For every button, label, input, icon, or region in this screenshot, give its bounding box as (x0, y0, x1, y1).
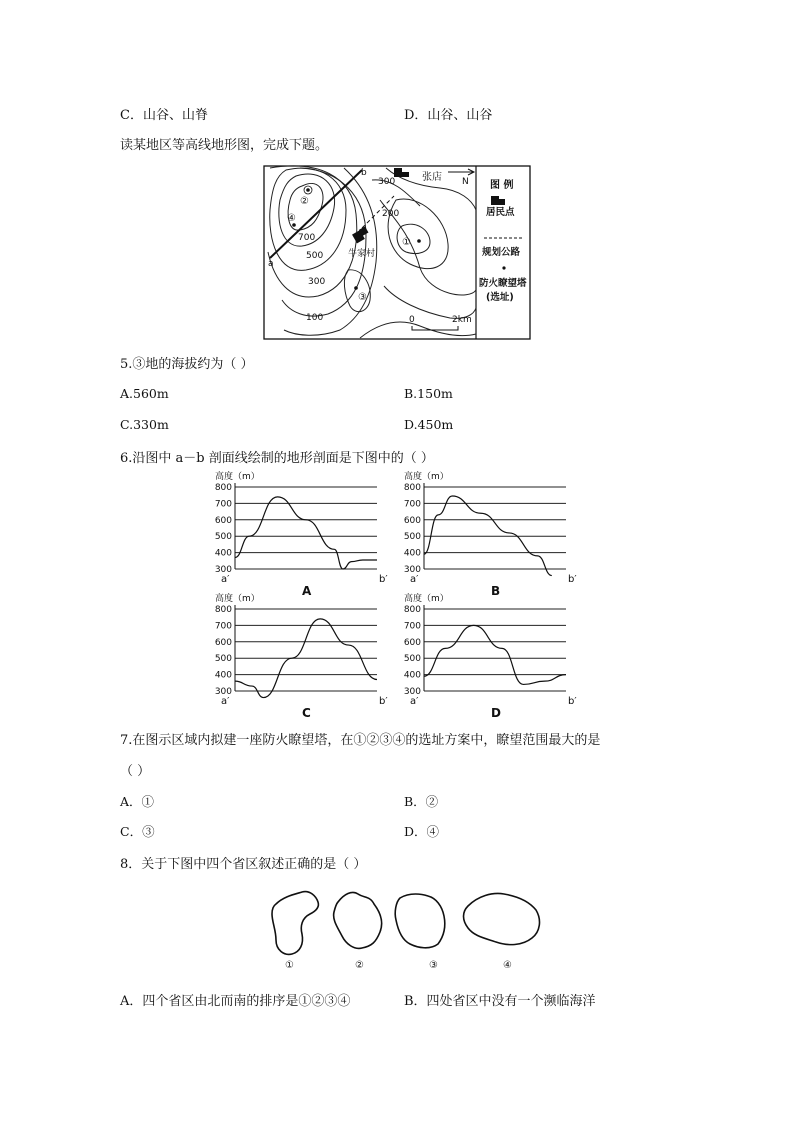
contour-label: 200 (382, 209, 400, 219)
province-label: ④ (503, 960, 512, 971)
intro-text: 读某地区等高线地形图，完成下题。 (120, 138, 329, 153)
label-north: N (462, 177, 469, 187)
contour-label: 300 (308, 277, 326, 287)
q7-bracket: （ ） (120, 764, 151, 779)
q8-option-a: A．四个省区由北而南的排序是①②③④ (120, 994, 351, 1009)
site-label: ① (402, 237, 411, 248)
chart-d-tick-label: 500 (403, 654, 421, 665)
chart-d-title: D (491, 706, 501, 720)
contour-label: 100 (306, 313, 324, 323)
q5-option-c: C.330m (120, 417, 169, 432)
province-outline-3 (395, 894, 445, 948)
legend-title: 图 例 (490, 180, 514, 191)
chart-b-tick-label: 300 (403, 565, 421, 575)
q6-stem: 6.沿图中 a－b 剖面线绘制的地形剖面是下图中的（ ） (120, 451, 434, 466)
chart-a-tick-label: 800 (214, 483, 232, 493)
q7-option-c: C．③ (120, 824, 155, 839)
chart-d-xlabel-start: a′ (410, 696, 419, 707)
chart-a-tick-label: 500 (214, 532, 232, 543)
chart-d-tick-label: 300 (403, 687, 421, 697)
label-niu: 牛家村 (348, 249, 376, 259)
site-label: ④ (287, 213, 296, 224)
chart-a-tick-label: 700 (214, 499, 232, 510)
chart-c-tick-label: 700 (214, 621, 232, 632)
option-c: C．山谷、山脊 (120, 108, 208, 123)
label-zhang: 张店 (422, 172, 442, 183)
scale-end: 2km (452, 315, 472, 325)
chart-b-tick-label: 400 (403, 548, 421, 559)
q7-option-d: D．④ (404, 824, 440, 839)
chart-d-xlabel-end: b′ (568, 696, 577, 707)
province-outline-2 (334, 892, 382, 948)
q5-stem: 5.③地的海拔约为（ ） (120, 357, 254, 372)
legend-tower-note: (选址) (486, 292, 514, 303)
q7-stem: 7.在图示区域内拟建一座防火瞭望塔，在①②③④的选址方案中，瞭望范围最大的是 (120, 733, 601, 748)
chart-a-xlabel-start: a′ (221, 574, 230, 585)
chart-b-ylabel: 高度（m） (404, 472, 449, 482)
chart-c-tick-label: 500 (214, 654, 232, 665)
chart-c-tick-label: 400 (214, 670, 232, 681)
legend-tower: 防火瞭望塔 (479, 278, 527, 289)
chart-a-tick-label: 300 (214, 565, 232, 575)
option-d: D．山谷、山谷 (404, 108, 493, 123)
province-label: ③ (429, 960, 438, 971)
chart-c-title: C (302, 706, 311, 720)
q8-stem: 8．关于下图中四个省区叙述正确的是（ ） (120, 857, 367, 872)
chart-c-xlabel-end: b′ (379, 696, 388, 707)
chart-d-tick-label: 600 (403, 637, 421, 648)
label-b: b (361, 168, 367, 178)
chart-a-tick-label: 600 (214, 515, 232, 526)
province-outline-1 (272, 892, 318, 955)
q8-option-b: B．四处省区中没有一个濒临海洋 (404, 994, 596, 1009)
province-label: ① (285, 960, 294, 971)
q5-option-a: A.560m (120, 386, 169, 401)
chart-a-title: A (302, 584, 312, 598)
chart-a-tick-label: 400 (214, 548, 232, 559)
chart-d-tick-label: 700 (403, 621, 421, 632)
province-outline-4 (464, 894, 540, 945)
legend-settlement: 居民点 (486, 207, 515, 218)
q5-option-d: D.450m (404, 417, 454, 432)
chart-b-tick-label: 600 (403, 515, 421, 526)
chart-c-tick-label: 300 (214, 687, 232, 697)
chart-b-tick-label: 500 (403, 532, 421, 543)
chart-c-tick-label: 800 (214, 605, 232, 615)
scale-start: 0 (409, 315, 415, 325)
contour-label: 500 (306, 251, 324, 261)
chart-b-tick-label: 800 (403, 483, 421, 493)
q7-option-b: B．② (404, 794, 439, 809)
site-label: ② (300, 196, 309, 207)
chart-c-tick-label: 600 (214, 637, 232, 648)
chart-b-xlabel-end: b′ (568, 574, 577, 585)
chart-c-xlabel-start: a′ (221, 696, 230, 707)
contour-label: 300 (378, 177, 396, 187)
chart-d-ylabel: 高度（m） (404, 594, 449, 604)
contour-label: 700 (298, 233, 316, 243)
chart-c-ylabel: 高度（m） (215, 594, 260, 604)
legend-road: 规划公路 (482, 247, 521, 258)
q5-option-b: B.150m (404, 386, 453, 401)
chart-d-tick-label: 800 (403, 605, 421, 615)
province-label: ② (355, 960, 364, 971)
chart-b-xlabel-start: a′ (410, 574, 419, 585)
chart-a-xlabel-end: b′ (379, 574, 388, 585)
chart-b-title: B (491, 584, 501, 598)
q7-option-a: A．① (120, 794, 155, 809)
label-a: a (268, 259, 274, 269)
site-label: ③ (358, 292, 367, 303)
chart-b-tick-label: 700 (403, 499, 421, 510)
chart-d-tick-label: 400 (403, 670, 421, 681)
chart-a-ylabel: 高度（m） (215, 472, 260, 482)
